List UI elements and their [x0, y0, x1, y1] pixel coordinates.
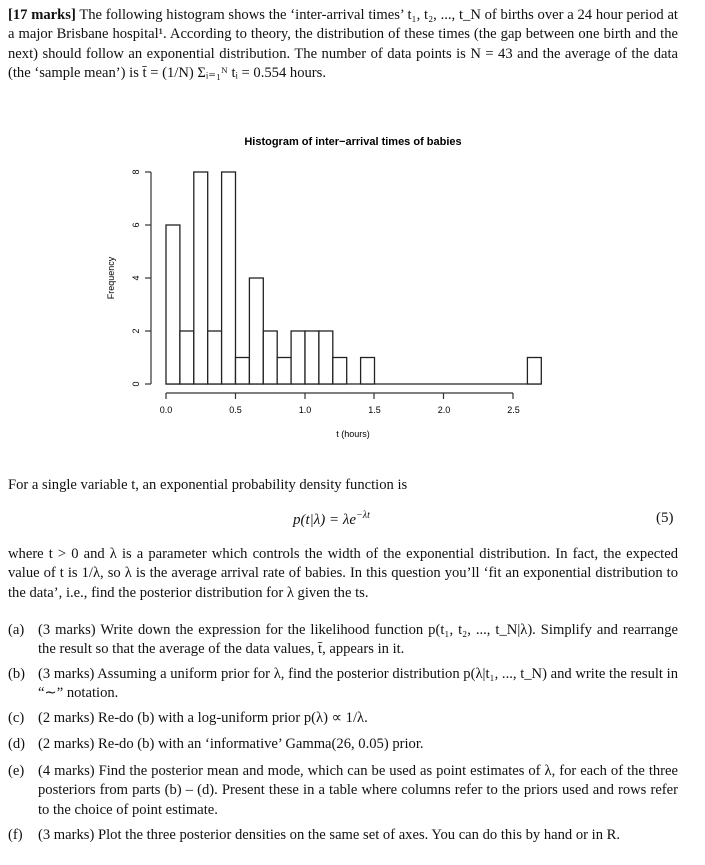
- histogram-bar: [319, 331, 333, 384]
- chart-title: Histogram of inter−arrival times of babies: [244, 136, 462, 148]
- histogram-bar: [277, 358, 291, 385]
- x-tick-label: 0.5: [229, 405, 242, 415]
- histogram-bar: [208, 331, 222, 384]
- equation-5: [0, 509, 705, 531]
- y-tick-labels: [131, 169, 141, 386]
- y-tick-label: 0: [131, 381, 141, 387]
- histogram-bar: [527, 358, 541, 385]
- y-tick-label: 4: [131, 275, 141, 281]
- body-paragraph-2: where t > 0 and λ is a parameter which controls the width of the exponential distribution. In fact, the expected value of t is 1/λ, so λ is the average arrival rate of babies. In this question you’ll ‘fit an exponential distribution to the data’, i.e., find the posterior distribution for λ given the ts.: [8, 546, 678, 601]
- histogram-bar: [263, 331, 277, 384]
- histogram-bar: [333, 358, 347, 385]
- question-a: (a) (3 marks) Write down the expression for the likelihood function p(t₁, t₂, ..., t_N|λ). Simplify and rearrange the result so that the average of the data values, t̄, appears in it.: [8, 622, 678, 658]
- y-tick-label: 6: [131, 222, 141, 228]
- x-tick-label: 2.0: [437, 405, 451, 415]
- y-tick-label: 8: [131, 169, 141, 175]
- x-tick-label: 0.0: [159, 405, 173, 415]
- y-axis: [145, 172, 151, 384]
- question-f: (f) (3 marks) Plot the three posterior densities on the same set of axes. You can do this by hand or in R.: [8, 827, 621, 843]
- x-tick-label: 1.5: [368, 405, 381, 415]
- histogram-bar: [236, 358, 250, 385]
- histogram-bar: [222, 172, 236, 384]
- equation-formula: $p(t|\lambda) = \lambda e^{-\lambda t}$: [293, 510, 370, 528]
- marks-label: [17 marks]: [8, 7, 76, 23]
- intro-paragraph: [8, 6, 678, 83]
- equation-number: (5): [656, 510, 674, 526]
- y-axis-label: Frequency: [106, 256, 116, 300]
- histogram-bar: [166, 225, 180, 384]
- y-tick-label: 2: [131, 328, 141, 334]
- histogram-bar: [305, 331, 319, 384]
- histogram-bar: [291, 331, 305, 384]
- histogram-bar: [194, 172, 208, 384]
- histogram-bars: [166, 172, 541, 384]
- x-tick-labels: [160, 405, 520, 415]
- question-e: (e) (4 marks) Find the posterior mean and mode, which can be used as point estimates of λ, for each of the three posteriors from parts (b) – (d). Present these in a table where columns refer to the priors used and rows refer to the choice of point estimate.: [8, 763, 678, 818]
- histogram-bar: [180, 331, 194, 384]
- x-axis: [166, 393, 513, 399]
- x-tick-label: 1.0: [298, 405, 312, 415]
- question-c: (c) (2 marks) Re-do (b) with a log-uniform prior p(λ) ∝ 1/λ.: [8, 710, 368, 726]
- histogram-chart: [0, 125, 705, 455]
- body-paragraph-1: For a single variable t, an exponential probability density function is: [8, 477, 408, 493]
- histogram-bar: [361, 358, 375, 385]
- intro-text: The following histogram shows the ‘inter-arrival times’ t₁, t₂, ..., t_N of births over a 24 hour period at a major Brisbane hospital¹. According to theory, the distribution of these times (the gap between one birth and the next) should follow an exponential distribution. The number of data points is N = 43 and the average of the data (the ‘sample mean’) is t̄ = (1/N) Σᵢ₌₁ᴺ tᵢ = 0.554 hours.: [8, 7, 678, 81]
- histogram-bar: [249, 278, 263, 384]
- question-b: (b) (3 marks) Assuming a uniform prior for λ, find the posterior distribution p(λ|t₁, ..., t_N) and write the result in “∼” notation.: [8, 666, 678, 702]
- x-tick-label: 2.5: [507, 405, 520, 415]
- question-d: (d) (2 marks) Re-do (b) with an ‘informative’ Gamma(26, 0.05) prior.: [8, 736, 424, 752]
- x-axis-label: t (hours): [336, 429, 370, 439]
